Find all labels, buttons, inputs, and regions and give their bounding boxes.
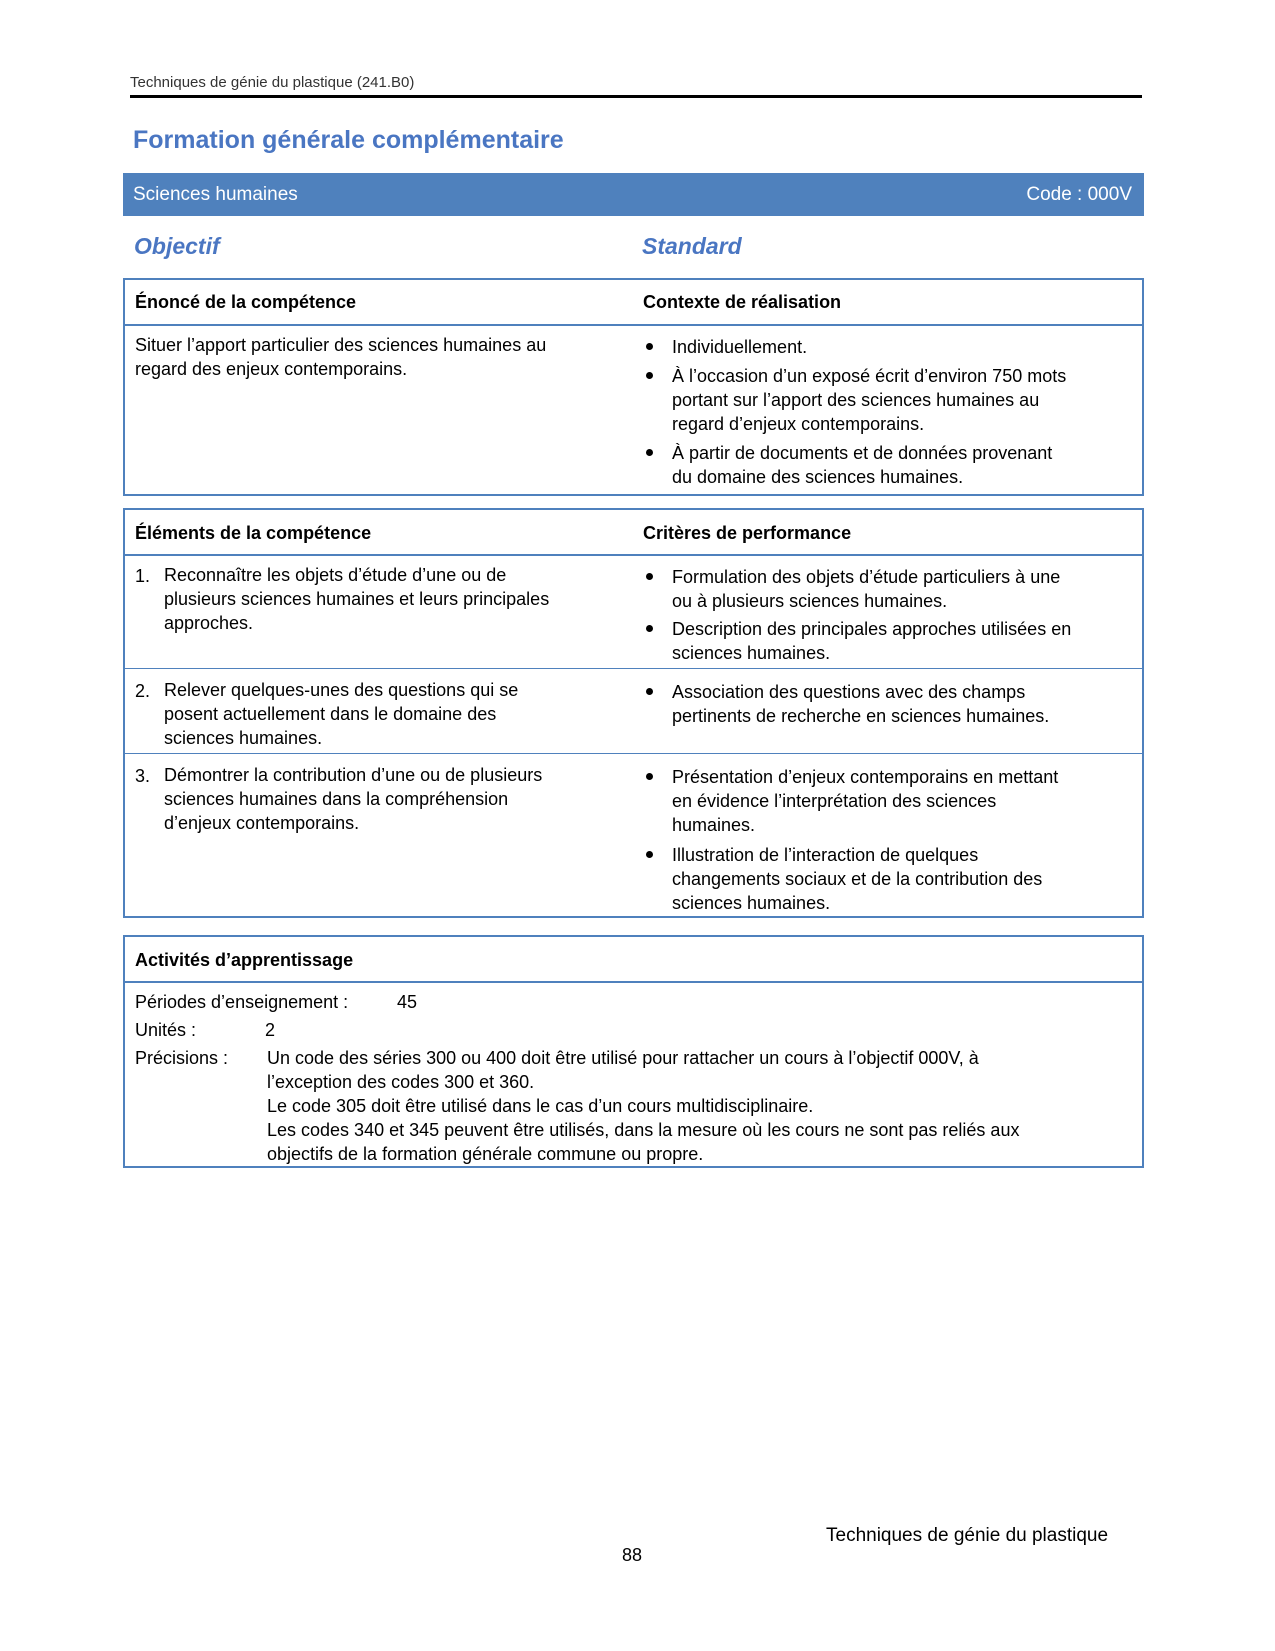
criterion-line: Association des questions avec des champs <box>672 682 1026 702</box>
contexte-item: Individuellement. <box>672 337 808 357</box>
contexte-item: À l’occasion d’un exposé écrit d’environ 750 mots <box>672 366 1067 386</box>
discipline-band <box>123 173 1144 216</box>
row-divider <box>125 668 1142 669</box>
competence-box-header <box>125 280 1142 326</box>
unites-value: 2 <box>265 1020 276 1040</box>
contexte-item: regard d’enjeux contemporains. <box>672 414 925 434</box>
criterion-line: changements sociaux et de la contribution des <box>672 869 1043 889</box>
element-number: 3. <box>135 766 151 786</box>
criterion-line: Formulation des objets d’étude particuliers à une <box>672 567 1061 587</box>
precisions-line: l’exception des codes 300 et 360. <box>267 1072 535 1092</box>
objective-heading: Objectif <box>134 233 220 259</box>
page-number: 88 <box>622 1545 643 1565</box>
precisions-line: Les codes 340 et 345 peuvent être utilisés, dans la mesure où les cours ne sont pas reliés aux <box>267 1120 1020 1140</box>
criterion-line: Illustration de l’interaction de quelques <box>672 845 979 865</box>
criteres-heading: Critères de performance <box>643 523 852 543</box>
bullet-icon <box>646 573 653 580</box>
element-line: posent actuellement dans le domaine des <box>164 704 497 724</box>
contexte-heading: Contexte de réalisation <box>643 292 842 312</box>
precisions-line: Un code des séries 300 ou 400 doit être utilisé pour rattacher un cours à l’objectif 000V, à <box>267 1048 979 1068</box>
precisions-label: Précisions : <box>135 1048 229 1068</box>
bullet-icon <box>646 625 653 632</box>
element-number: 2. <box>135 681 151 701</box>
criterion-line: en évidence l’interprétation des sciences <box>672 791 997 811</box>
criterion-line: Description des principales approches utilisées en <box>672 619 1072 639</box>
element-line: sciences humaines dans la compréhension <box>164 789 509 809</box>
unites-label: Unités : <box>135 1020 197 1040</box>
elements-box <box>123 508 1144 918</box>
standard-heading: Standard <box>642 233 742 259</box>
discipline-name: Sciences humaines <box>133 184 298 205</box>
contexte-item: portant sur l’apport des sciences humaines au <box>672 390 1040 410</box>
footer-program: Techniques de génie du plastique <box>826 1525 1109 1546</box>
bullet-icon <box>646 449 653 456</box>
criterion-line: sciences humaines. <box>672 893 831 913</box>
bullet-icon <box>646 851 653 858</box>
enonce-line: regard des enjeux contemporains. <box>135 359 408 379</box>
precisions-line: objectifs de la formation générale commune ou propre. <box>267 1144 704 1164</box>
elements-box-header <box>125 510 1142 556</box>
course-code: Code : 000V <box>1026 184 1132 205</box>
enonce-line: Situer l’apport particulier des sciences humaines au <box>135 335 547 355</box>
criterion-line: ou à plusieurs sciences humaines. <box>672 591 948 611</box>
element-line: approches. <box>164 613 254 633</box>
periodes-label: Périodes d’enseignement : <box>135 992 349 1012</box>
contexte-item: À partir de documents et de données provenant <box>672 443 1053 463</box>
running-header: Techniques de génie du plastique (241.B0) <box>130 74 415 91</box>
element-line: Démontrer la contribution d’une ou de plusieurs <box>164 765 543 785</box>
activities-box <box>123 935 1144 1168</box>
activities-heading: Activités d’apprentissage <box>135 950 354 970</box>
criterion-line: sciences humaines. <box>672 643 831 663</box>
elements-heading: Éléments de la compétence <box>135 523 372 543</box>
element-line: Relever quelques-unes des questions qui se <box>164 680 519 700</box>
enonce-heading: Énoncé de la compétence <box>135 292 357 312</box>
criterion-line: Présentation d’enjeux contemporains en mettant <box>672 767 1059 787</box>
bullet-icon <box>646 688 653 695</box>
bullet-icon <box>646 343 653 350</box>
periodes-value: 45 <box>397 992 418 1012</box>
precisions-line: Le code 305 doit être utilisé dans le cas d’un cours multidisciplinaire. <box>267 1096 814 1116</box>
element-line: Reconnaître les objets d’étude d’une ou de <box>164 565 507 585</box>
header-rule <box>130 95 1142 98</box>
element-line: sciences humaines. <box>164 728 323 748</box>
competence-box <box>123 278 1144 496</box>
contexte-item: du domaine des sciences humaines. <box>672 467 964 487</box>
activities-box-header <box>125 937 1142 983</box>
element-number: 1. <box>135 566 151 586</box>
element-line: plusieurs sciences humaines et leurs principales <box>164 589 550 609</box>
element-line: d’enjeux contemporains. <box>164 813 360 833</box>
criterion-line: humaines. <box>672 815 756 835</box>
row-divider <box>125 753 1142 754</box>
criterion-line: pertinents de recherche en sciences humaines. <box>672 706 1050 726</box>
page-title: Formation générale complémentaire <box>133 126 564 154</box>
bullet-icon <box>646 372 653 379</box>
bullet-icon <box>646 773 653 780</box>
